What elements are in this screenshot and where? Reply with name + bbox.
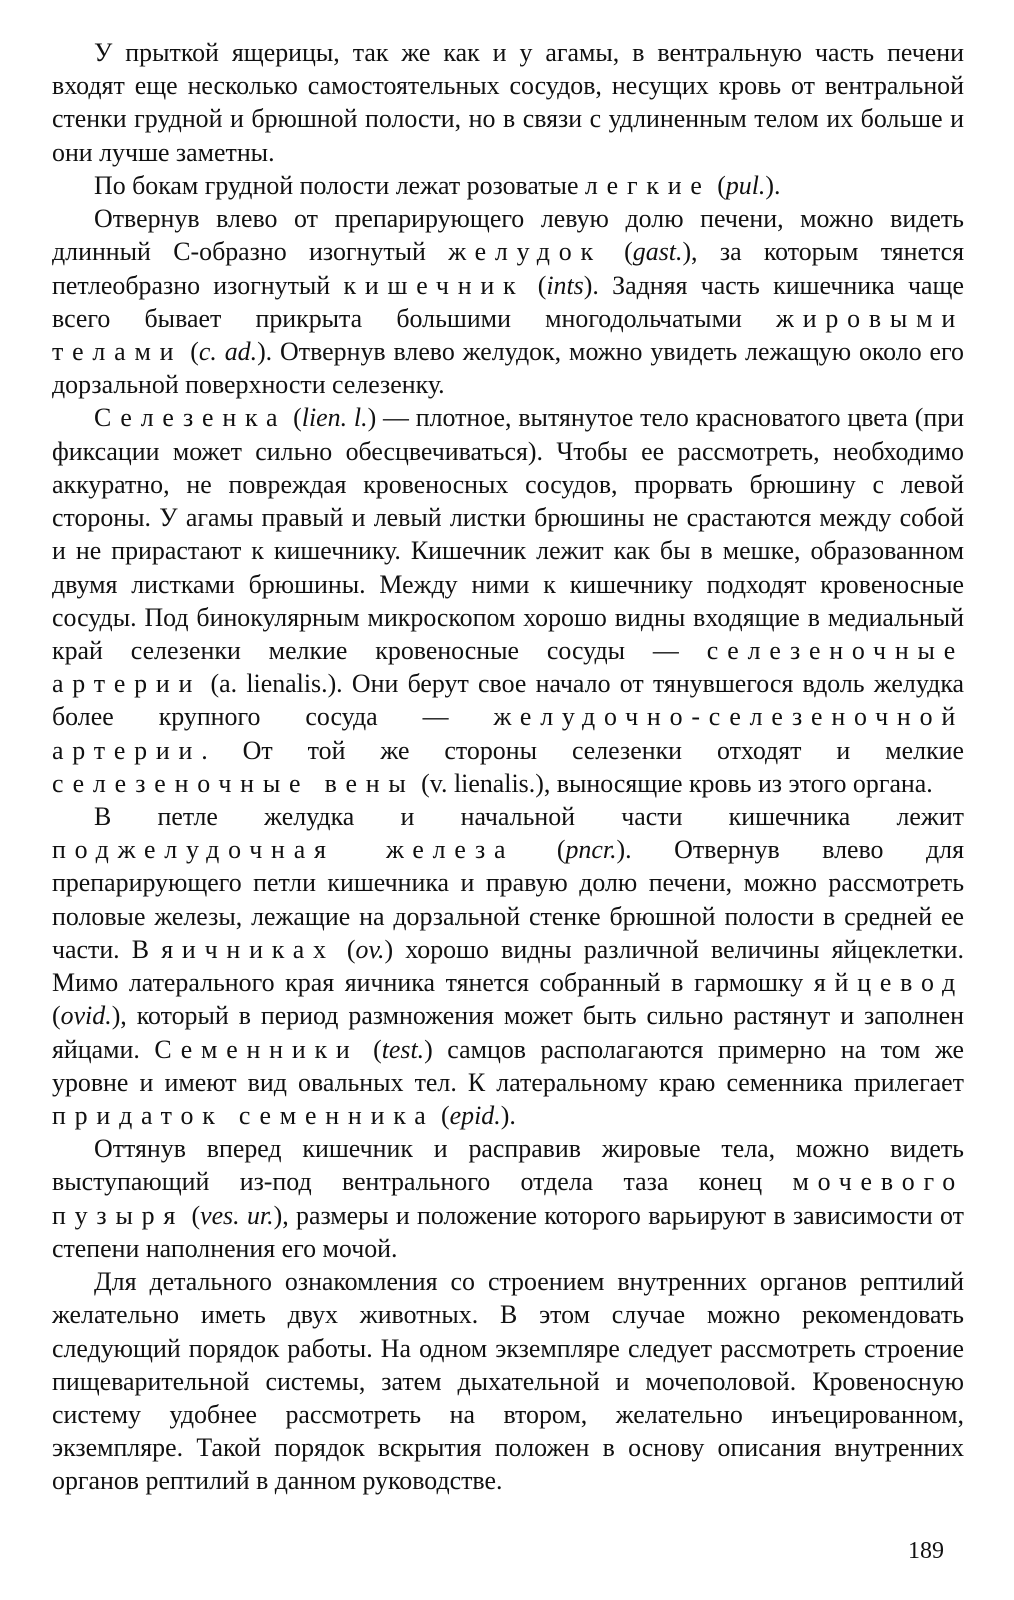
text-run: (: [514, 835, 566, 865]
latin-abbreviation: pncr.: [565, 835, 617, 865]
page-body-text: [52, 36, 964, 1498]
text-run: ). Отвернув влево желудок, можно увидеть лежащую около его дорзальной поверхности селезенку.: [52, 336, 964, 400]
text-run: (: [524, 270, 547, 300]
spaced-term: Семенники: [154, 1034, 359, 1064]
text-run: ), размеры и положение которого варьируют в зависимости от степени наполнения его мочой.: [52, 1200, 964, 1263]
text-run: ). Отвернув влево для препарирующего петли кишечника и правую долю печени, можно рассмотреть половые железы, лежащие на дорзальной стенке брюшной полости в средней ее части. В: [52, 835, 964, 964]
text-run: (: [434, 1101, 450, 1130]
spaced-term: Селезенка: [94, 403, 287, 433]
latin-abbreviation: ints: [546, 270, 584, 300]
spaced-term: селезеночные вены: [52, 768, 415, 798]
latin-abbreviation: ov.: [355, 934, 385, 964]
latin-abbreviation: c. ad.: [198, 336, 258, 366]
text-run: ).: [765, 170, 781, 200]
text-run: Отвернув влево от препарирующего левую долю печени, можно видеть длинный С-образно изогнутый: [52, 204, 964, 267]
spaced-term: яичниках: [161, 934, 335, 964]
text-run: (: [286, 403, 302, 433]
latin-abbreviation: gast.: [632, 237, 683, 267]
spaced-term: желудочно-селезеночной артерии: [52, 702, 964, 765]
page-number: 189: [908, 1538, 944, 1564]
text-run: ).: [500, 1101, 516, 1130]
latin-abbreviation: lien. l.: [301, 403, 368, 433]
text-run: Оттянув вперед кишечник и расправив жировые тела, можно видеть выступающий из-под вентрального отдела таза конец: [52, 1134, 964, 1197]
text-run: По бокам грудной полости лежат розоватые: [94, 170, 585, 200]
spaced-term: придаток семенника: [52, 1101, 435, 1130]
paragraph: [52, 401, 964, 800]
spaced-term: желудок: [448, 237, 602, 267]
spaced-term: яйцевод: [813, 968, 964, 998]
text-run: (: [601, 237, 633, 267]
spaced-term: селезеночные артерии: [52, 635, 964, 699]
text-run: ), за которым тянется петлеобразно изогнутый: [52, 237, 964, 300]
text-run: (a. lienalis.). Они берут свое начало от тянувшегося вдоль желудка более крупного сосуда —: [52, 669, 964, 732]
paragraph: [52, 36, 964, 169]
paragraph: [52, 800, 964, 1132]
paragraph: [52, 202, 964, 401]
spaced-term: легкие: [584, 170, 711, 200]
latin-abbreviation: ovid.: [60, 1001, 112, 1031]
latin-abbreviation: test.: [381, 1034, 425, 1064]
text-run: (: [358, 1034, 382, 1064]
text-run: У прыткой ящерицы, так же как и у агамы, в вентральную часть печени входят еще несколько самостоятельных сосудов, несущих кровь от вентральной стенки грудной и брюшной полости, но в связи с удлиненным телом их больше и они лучше заметны.: [52, 38, 964, 167]
paragraph: [52, 1132, 964, 1265]
text-run: (v. lienalis.), выносящие кровь из этого органа.: [414, 768, 933, 798]
text-run: (: [334, 934, 356, 964]
text-run: Для детального ознакомления со строением внутренних органов рептилий желательно иметь двух животных. В этом случае можно рекомендовать следующий порядок работы. На одном экземпляре следует рассмотреть строение пищеварительной системы, затем дыхательной и мочеполовой. Кровеносную систему удобнее рассмотреть на втором, желательно инъецированном, экземпляре. Такой порядок вскрытия положен в основу описания внутренних органов рептилий в данном руководстве.: [52, 1267, 964, 1496]
text-run: . От той же стороны селезенки отходят и мелкие: [201, 735, 964, 765]
text-run: ) хорошо видны различной величины яйцеклетки. Мимо латерального края яичника тянется собранный в гармошку: [52, 934, 964, 998]
latin-abbreviation: pul.: [725, 170, 766, 200]
text-run: ) — плотное, вытянутое тело красноватого цвета (при фиксации может сильно обесцвечиваться). Чтобы ее рассмотреть, необходимо аккуратно, не повреждая кровеносных сосудов, прорвать брюшину с левой стороны. У агамы правый и левый листки брюшины не срастаются между собой и не прирастают к кишечнику. Кишечник лежит как бы в мешке, образованном двумя листками брюшины. Между ними к кишечнику подходят кровеносные сосуды. Под бинокулярным микроскопом хорошо видны входящие в медиальный край селезенки мелкие кровеносные сосуды —: [52, 403, 964, 665]
text-run: (: [710, 170, 726, 200]
latin-abbreviation: epid.: [449, 1101, 501, 1130]
text-run: ) самцов располагаются примерно на том же уровне и имеют вид овальных тел. К латеральному краю семенника прилегает: [52, 1034, 964, 1097]
spaced-term: кишечник: [343, 270, 525, 300]
paragraph: [52, 169, 964, 202]
spaced-term: жировыми телами: [52, 303, 964, 366]
latin-abbreviation: ves. ur.: [200, 1200, 274, 1230]
text-run: (: [182, 336, 199, 366]
paragraph: [52, 1265, 964, 1498]
spaced-term: мочевого пузыря: [52, 1167, 964, 1230]
text-run: (: [184, 1200, 201, 1230]
text-run: ), который в период размножения может быть сильно растянут и заполнен яйцами.: [52, 1001, 964, 1064]
text-run: В петле желудка и начальной части кишечника лежит: [94, 802, 964, 832]
text-run: (: [52, 1001, 61, 1031]
text-run: ). Задняя часть кишечника чаще всего бывает прикрыта большими многодольчатыми: [52, 270, 964, 333]
spaced-term: поджелудочная железа: [52, 835, 515, 865]
